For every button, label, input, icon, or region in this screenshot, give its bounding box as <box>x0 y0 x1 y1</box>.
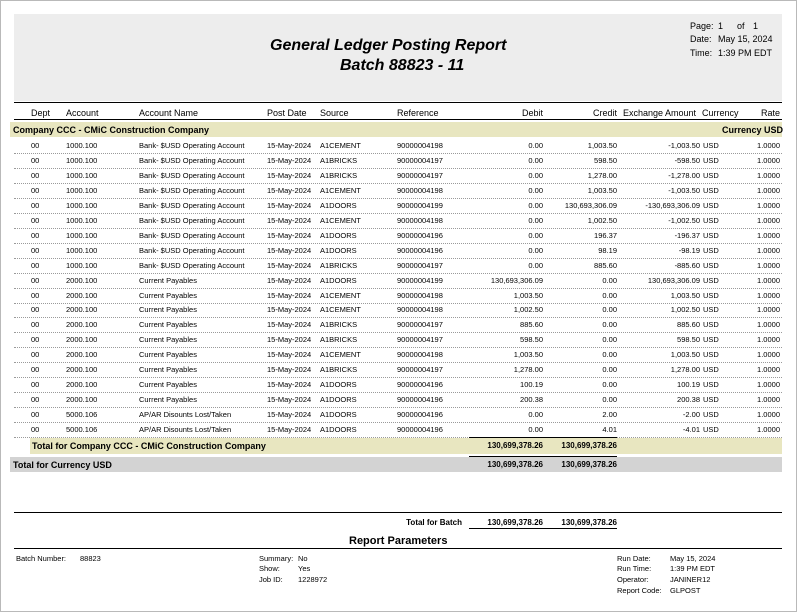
credit-cell: 0.00 <box>602 380 617 390</box>
debit-cell: 0.00 <box>528 425 543 435</box>
source-cell: A1CEMENT <box>320 215 361 225</box>
account-cell: 1000.100 <box>66 155 98 165</box>
debit-cell: 0.00 <box>528 185 543 195</box>
source-cell: A1DOORS <box>320 230 357 240</box>
rate-cell: 1.0000 <box>757 215 780 225</box>
currency-cell: USD <box>703 290 719 300</box>
exchange-amount-cell: 200.38 <box>677 395 700 405</box>
account-name-cell: Current Payables <box>139 305 197 315</box>
table-row <box>14 168 782 184</box>
rate-cell: 1.0000 <box>757 395 780 405</box>
table-row <box>14 407 782 423</box>
rate-cell: 1.0000 <box>757 350 780 360</box>
dept-cell: 00 <box>31 245 40 255</box>
exchange-amount-cell: 598.50 <box>677 335 700 345</box>
post-date-cell: 15-May-2024 <box>267 305 312 315</box>
report-code-label: Report Code: <box>617 586 662 595</box>
table-row <box>14 317 782 333</box>
col-account-name: Account Name <box>139 108 199 118</box>
rate-cell: 1.0000 <box>757 335 780 345</box>
dept-cell: 00 <box>31 215 40 225</box>
col-dept: Dept <box>31 108 51 118</box>
credit-cell: 0.00 <box>602 395 617 405</box>
post-date-cell: 15-May-2024 <box>267 200 312 210</box>
currency-total-credit: 130,699,378.26 <box>561 460 617 469</box>
account-name-cell: Current Payables <box>139 275 197 285</box>
rate-cell: 1.0000 <box>757 245 780 255</box>
account-cell: 2000.100 <box>66 335 98 345</box>
show-label: Show: <box>259 564 280 573</box>
currency-total-label: Total for Currency USD <box>13 460 112 470</box>
reference-cell: 90000004198 <box>397 305 443 315</box>
credit-cell: 885.60 <box>594 260 617 270</box>
run-time-value: 1:39 PM EDT <box>670 564 716 573</box>
col-rate: Rate <box>760 108 780 118</box>
source-cell: A1BRICKS <box>320 155 358 165</box>
dept-cell: 00 <box>31 335 40 345</box>
source-cell: A1DOORS <box>320 410 357 420</box>
dept-cell: 00 <box>31 200 40 210</box>
page-of: of <box>737 21 745 31</box>
rate-cell: 1.0000 <box>757 200 780 210</box>
currency-cell: USD <box>703 260 719 270</box>
exchange-amount-cell: -196.37 <box>674 230 700 240</box>
reference-cell: 90000004196 <box>397 395 443 405</box>
run-time-label: Run Time: <box>617 564 652 573</box>
table-row <box>14 243 782 259</box>
table-row <box>14 362 782 378</box>
account-cell: 2000.100 <box>66 365 98 375</box>
post-date-cell: 15-May-2024 <box>267 155 312 165</box>
exchange-amount-cell: -1,003.50 <box>668 141 700 150</box>
credit-cell: 1,003.50 <box>587 141 617 150</box>
company-total-rule <box>469 437 617 438</box>
account-name-cell: Current Payables <box>139 320 197 330</box>
account-name-cell: Current Payables <box>139 350 197 360</box>
report-code-value: GLPOST <box>670 586 701 595</box>
account-cell: 2000.100 <box>66 275 98 285</box>
col-post-date: Post Date <box>267 108 307 118</box>
exchange-amount-cell: 1,002.50 <box>670 305 700 315</box>
debit-cell: 130,693,306.09 <box>490 275 543 285</box>
dept-cell: 00 <box>31 410 40 420</box>
debit-cell: 100.19 <box>520 380 543 390</box>
credit-cell: 1,002.50 <box>587 215 617 225</box>
dept-cell: 00 <box>31 275 40 285</box>
currency-cell: USD <box>703 141 719 150</box>
reference-cell: 90000004196 <box>397 245 443 255</box>
debit-cell: 200.38 <box>520 395 543 405</box>
rate-cell: 1.0000 <box>757 185 780 195</box>
account-name-cell: Bank- $USD Operating Account <box>139 170 245 180</box>
rate-cell: 1.0000 <box>757 365 780 375</box>
dept-cell: 00 <box>31 290 40 300</box>
account-name-cell: Bank- $USD Operating Account <box>139 245 245 255</box>
reference-cell: 90000004198 <box>397 350 443 360</box>
currency-cell: USD <box>703 350 719 360</box>
reference-cell: 90000004198 <box>397 215 443 225</box>
exchange-amount-cell: 130,693,306.09 <box>647 275 700 285</box>
batch-number-label: Batch Number: <box>16 554 67 563</box>
reference-cell: 90000004197 <box>397 320 443 330</box>
credit-cell: 0.00 <box>602 350 617 360</box>
source-cell: A1BRICKS <box>320 365 358 375</box>
dept-cell: 00 <box>31 425 40 435</box>
table-row <box>14 377 782 393</box>
col-currency: Currency <box>702 108 739 118</box>
currency-cell: USD <box>703 380 719 390</box>
dept-cell: 00 <box>31 170 40 180</box>
debit-cell: 1,278.00 <box>513 365 543 375</box>
table-row <box>14 302 782 318</box>
debit-cell: 1,003.50 <box>513 290 543 300</box>
rate-cell: 1.0000 <box>757 320 780 330</box>
post-date-cell: 15-May-2024 <box>267 245 312 255</box>
source-cell: A1CEMENT <box>320 185 361 195</box>
time-label: Time: <box>690 48 713 58</box>
col-credit: Credit <box>592 108 617 118</box>
account-cell: 1000.100 <box>66 260 98 270</box>
credit-cell: 98.19 <box>598 245 617 255</box>
account-name-cell: Bank- $USD Operating Account <box>139 260 245 270</box>
exchange-amount-cell: 100.19 <box>677 380 700 390</box>
currency-total-row <box>10 457 782 472</box>
report-parameters-title: Report Parameters <box>349 535 448 547</box>
debit-cell: 0.00 <box>528 200 543 210</box>
reference-cell: 90000004196 <box>397 410 443 420</box>
currency-cell: USD <box>703 245 719 255</box>
exchange-amount-cell: -2.00 <box>682 410 700 420</box>
post-date-cell: 15-May-2024 <box>267 395 312 405</box>
reference-cell: 90000004197 <box>397 335 443 345</box>
account-cell: 2000.100 <box>66 320 98 330</box>
source-cell: A1DOORS <box>320 395 357 405</box>
group-currency: Currency USD <box>722 125 784 135</box>
table-row <box>14 198 782 214</box>
account-name-cell: Current Payables <box>139 380 197 390</box>
reference-cell: 90000004197 <box>397 155 443 165</box>
account-name-cell: Current Payables <box>139 290 197 300</box>
account-cell: 1000.100 <box>66 141 98 150</box>
report-title: General Ledger Posting Report <box>270 37 507 54</box>
table-row <box>14 288 782 304</box>
dept-cell: 00 <box>31 320 40 330</box>
currency-cell: USD <box>703 215 719 225</box>
run-date-value: May 15, 2024 <box>670 554 716 563</box>
company-total-credit: 130,699,378.26 <box>561 441 617 450</box>
operator-label: Operator: <box>617 575 649 584</box>
dept-cell: 00 <box>31 141 40 150</box>
post-date-cell: 15-May-2024 <box>267 170 312 180</box>
exchange-amount-cell: 885.60 <box>677 320 700 330</box>
source-cell: A1DOORS <box>320 425 357 435</box>
dept-cell: 00 <box>31 260 40 270</box>
rate-cell: 1.0000 <box>757 170 780 180</box>
post-date-cell: 15-May-2024 <box>267 185 312 195</box>
page-total: 1 <box>753 21 759 31</box>
source-cell: A1CEMENT <box>320 290 361 300</box>
exchange-amount-cell: -1,278.00 <box>668 170 700 180</box>
credit-cell: 598.50 <box>594 155 617 165</box>
exchange-amount-cell: -130,693,306.09 <box>645 200 700 210</box>
reference-cell: 90000004198 <box>397 290 443 300</box>
credit-cell: 4.01 <box>602 425 617 435</box>
account-cell: 5000.106 <box>66 410 98 420</box>
currency-cell: USD <box>703 410 719 420</box>
account-cell: 2000.100 <box>66 395 98 405</box>
account-name-cell: Bank- $USD Operating Account <box>139 200 245 210</box>
currency-cell: USD <box>703 365 719 375</box>
source-cell: A1BRICKS <box>320 170 358 180</box>
currency-cell: USD <box>703 200 719 210</box>
rate-cell: 1.0000 <box>757 425 780 435</box>
dept-cell: 00 <box>31 230 40 240</box>
batch-title: Batch 88823 - 11 <box>340 57 465 74</box>
run-date-label: Run Date: <box>617 554 651 563</box>
currency-cell: USD <box>703 425 719 435</box>
job-id-label: Job ID: <box>259 575 283 584</box>
currency-cell: USD <box>703 305 719 315</box>
page-label: Page: <box>690 21 714 31</box>
credit-cell: 0.00 <box>602 290 617 300</box>
credit-cell: 196.37 <box>594 230 617 240</box>
source-cell: A1CEMENT <box>320 350 361 360</box>
date-label: Date: <box>690 34 712 44</box>
account-name-cell: Bank- $USD Operating Account <box>139 230 245 240</box>
col-account: Account <box>66 108 99 118</box>
account-name-cell: Current Payables <box>139 335 197 345</box>
col-source: Source <box>320 108 349 118</box>
summary-value: No <box>298 554 308 563</box>
exchange-amount-cell: 1,003.50 <box>670 350 700 360</box>
currency-cell: USD <box>703 320 719 330</box>
account-name-cell: AP/AR Disounts Lost/Taken <box>139 410 232 420</box>
post-date-cell: 15-May-2024 <box>267 425 312 435</box>
job-id-value: 1228972 <box>298 575 328 584</box>
debit-cell: 0.00 <box>528 155 543 165</box>
post-date-cell: 15-May-2024 <box>267 141 312 150</box>
credit-cell: 2.00 <box>602 410 617 420</box>
reference-cell: 90000004196 <box>397 425 443 435</box>
company-total-debit: 130,699,378.26 <box>487 441 543 450</box>
post-date-cell: 15-May-2024 <box>267 380 312 390</box>
source-cell: A1CEMENT <box>320 305 361 315</box>
dept-cell: 00 <box>31 395 40 405</box>
credit-cell: 0.00 <box>602 275 617 285</box>
batch-total-rule <box>14 512 782 513</box>
table-row <box>14 228 782 244</box>
debit-cell: 0.00 <box>528 245 543 255</box>
dept-cell: 00 <box>31 380 40 390</box>
post-date-cell: 15-May-2024 <box>267 365 312 375</box>
post-date-cell: 15-May-2024 <box>267 320 312 330</box>
currency-cell: USD <box>703 155 719 165</box>
reference-cell: 90000004197 <box>397 170 443 180</box>
account-cell: 5000.106 <box>66 425 98 435</box>
rate-cell: 1.0000 <box>757 410 780 420</box>
account-name-cell: AP/AR Disounts Lost/Taken <box>139 425 232 435</box>
account-cell: 1000.100 <box>66 200 98 210</box>
reference-cell: 90000004196 <box>397 230 443 240</box>
currency-total-rule <box>469 456 617 457</box>
debit-cell: 0.00 <box>528 260 543 270</box>
table-row <box>14 422 782 438</box>
show-value: Yes <box>298 564 311 573</box>
debit-cell: 598.50 <box>520 335 543 345</box>
exchange-amount-cell: -885.60 <box>674 260 700 270</box>
exchange-amount-cell: -598.50 <box>674 155 700 165</box>
account-cell: 2000.100 <box>66 290 98 300</box>
credit-cell: 130,693,306.09 <box>564 200 617 210</box>
rate-cell: 1.0000 <box>757 290 780 300</box>
source-cell: A1BRICKS <box>320 320 358 330</box>
debit-cell: 1,002.50 <box>513 305 543 315</box>
credit-cell: 1,003.50 <box>587 185 617 195</box>
reference-cell: 90000004198 <box>397 185 443 195</box>
report-time: 1:39 PM EDT <box>718 48 773 58</box>
batch-total-underline <box>469 528 617 529</box>
company-total-label: Total for Company CCC - CMiC Construction Company <box>32 441 266 451</box>
reference-cell: 90000004199 <box>397 275 443 285</box>
exchange-amount-cell: -98.19 <box>678 245 700 255</box>
exchange-amount-cell: -1,003.50 <box>668 185 700 195</box>
account-cell: 1000.100 <box>66 245 98 255</box>
reference-cell: 90000004196 <box>397 380 443 390</box>
account-cell: 2000.100 <box>66 350 98 360</box>
currency-cell: USD <box>703 395 719 405</box>
header-bottom-rule <box>14 119 782 120</box>
post-date-cell: 15-May-2024 <box>267 290 312 300</box>
header-top-rule <box>14 102 782 103</box>
account-name-cell: Bank- $USD Operating Account <box>139 185 245 195</box>
table-row <box>14 183 782 199</box>
credit-cell: 0.00 <box>602 335 617 345</box>
table-row <box>14 153 782 169</box>
exchange-amount-cell: -1,002.50 <box>668 215 700 225</box>
dept-cell: 00 <box>31 185 40 195</box>
rate-cell: 1.0000 <box>757 275 780 285</box>
debit-cell: 885.60 <box>520 320 543 330</box>
table-row <box>14 213 782 229</box>
rate-cell: 1.0000 <box>757 260 780 270</box>
reference-cell: 90000004197 <box>397 365 443 375</box>
exchange-amount-cell: 1,278.00 <box>670 365 700 375</box>
account-cell: 1000.100 <box>66 170 98 180</box>
col-debit: Debit <box>521 108 543 118</box>
credit-cell: 0.00 <box>602 305 617 315</box>
debit-cell: 0.00 <box>528 170 543 180</box>
page-number: 1 <box>718 21 724 31</box>
source-cell: A1CEMENT <box>320 141 361 150</box>
credit-cell: 1,278.00 <box>587 170 617 180</box>
source-cell: A1DOORS <box>320 275 357 285</box>
reference-cell: 90000004198 <box>397 141 443 150</box>
rate-cell: 1.0000 <box>757 141 780 150</box>
debit-cell: 0.00 <box>528 141 543 150</box>
account-cell: 2000.100 <box>66 380 98 390</box>
post-date-cell: 15-May-2024 <box>267 410 312 420</box>
source-cell: A1DOORS <box>320 200 357 210</box>
account-name-cell: Current Payables <box>139 365 197 375</box>
dept-cell: 00 <box>31 155 40 165</box>
table-row <box>14 138 782 154</box>
post-date-cell: 15-May-2024 <box>267 335 312 345</box>
source-cell: A1DOORS <box>320 380 357 390</box>
batch-total-debit: 130,699,378.26 <box>487 518 543 527</box>
currency-cell: USD <box>703 185 719 195</box>
batch-total-label: Total for Batch <box>406 518 462 527</box>
dept-cell: 00 <box>31 305 40 315</box>
account-cell: 1000.100 <box>66 230 98 240</box>
post-date-cell: 15-May-2024 <box>267 275 312 285</box>
account-name-cell: Bank- $USD Operating Account <box>139 155 245 165</box>
table-row <box>14 347 782 363</box>
col-reference: Reference <box>397 108 439 118</box>
account-name-cell: Current Payables <box>139 395 197 405</box>
currency-cell: USD <box>703 335 719 345</box>
credit-cell: 0.00 <box>602 320 617 330</box>
source-cell: A1DOORS <box>320 245 357 255</box>
rate-cell: 1.0000 <box>757 155 780 165</box>
currency-cell: USD <box>703 170 719 180</box>
source-cell: A1BRICKS <box>320 335 358 345</box>
currency-total-debit: 130,699,378.26 <box>487 460 543 469</box>
table-row <box>14 392 782 408</box>
post-date-cell: 15-May-2024 <box>267 215 312 225</box>
operator-value: JANINER12 <box>670 575 711 584</box>
account-cell: 1000.100 <box>66 185 98 195</box>
currency-cell: USD <box>703 230 719 240</box>
exchange-amount-cell: -4.01 <box>682 425 700 435</box>
report-date: May 15, 2024 <box>718 34 773 44</box>
source-cell: A1BRICKS <box>320 260 358 270</box>
table-row <box>14 258 782 274</box>
dept-cell: 00 <box>31 350 40 360</box>
debit-cell: 0.00 <box>528 215 543 225</box>
debit-cell: 0.00 <box>528 230 543 240</box>
reference-cell: 90000004199 <box>397 200 443 210</box>
rate-cell: 1.0000 <box>757 305 780 315</box>
batch-total-credit: 130,699,378.26 <box>561 518 617 527</box>
batch-number: 88823 <box>80 554 101 563</box>
account-cell: 1000.100 <box>66 215 98 225</box>
account-name-cell: Bank- $USD Operating Account <box>139 141 245 150</box>
account-name-cell: Bank- $USD Operating Account <box>139 215 245 225</box>
debit-cell: 0.00 <box>528 410 543 420</box>
company-name: Company CCC - CMiC Construction Company <box>13 125 210 135</box>
table-row <box>14 332 782 348</box>
col-exchange-amount: Exchange Amount <box>623 108 697 118</box>
exchange-amount-cell: 1,003.50 <box>670 290 700 300</box>
table-row <box>14 273 782 289</box>
parameters-rule <box>14 548 782 549</box>
dept-cell: 00 <box>31 365 40 375</box>
rate-cell: 1.0000 <box>757 380 780 390</box>
post-date-cell: 15-May-2024 <box>267 350 312 360</box>
currency-cell: USD <box>703 275 719 285</box>
post-date-cell: 15-May-2024 <box>267 260 312 270</box>
post-date-cell: 15-May-2024 <box>267 230 312 240</box>
summary-label: Summary: <box>259 554 294 563</box>
credit-cell: 0.00 <box>602 365 617 375</box>
reference-cell: 90000004197 <box>397 260 443 270</box>
debit-cell: 1,003.50 <box>513 350 543 360</box>
rate-cell: 1.0000 <box>757 230 780 240</box>
account-cell: 2000.100 <box>66 305 98 315</box>
